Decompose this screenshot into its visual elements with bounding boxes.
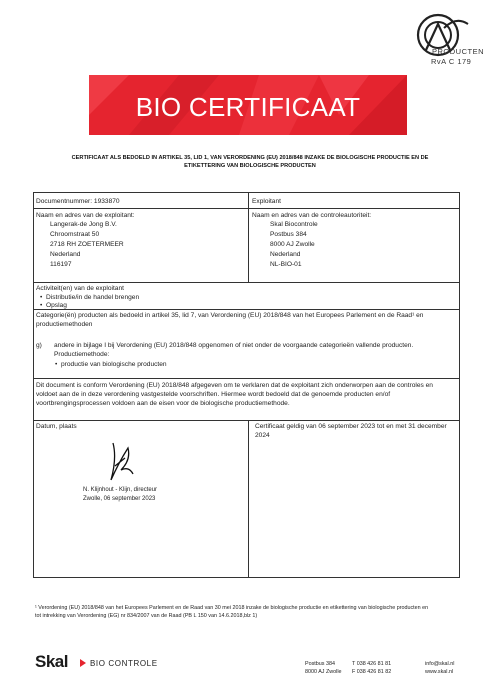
footer-website[interactable]: www.skal.nl <box>425 669 454 675</box>
authority-pobox: Postbus 384 <box>270 231 307 238</box>
certificate-subtitle: CERTIFICAAT ALS BEDOELD IN ARTIKEL 35, LID 1, VAN VERORDENING (EU) 2018/848 INZAKE DE BIOLOGISCHE PRODUCTIE EN DE ETIKETTERING VAN BIOLOGISCHE PRODUCTEN <box>71 155 429 169</box>
rva-logo-line2: RvA C 179 <box>431 57 472 66</box>
certificate-title: BIO CERTIFICAAT <box>135 92 361 122</box>
operator-country: Nederland <box>50 251 81 258</box>
signatory-name: N. Klijnhout - Klijn, directeur <box>83 487 158 493</box>
table-row-divider <box>33 420 460 421</box>
operator-city: 2718 RH ZOETERMEER <box>50 241 124 248</box>
rva-logo-line1: PRODUCTEN <box>432 47 485 56</box>
footer-phone: T 038 426 81 81 <box>352 661 392 667</box>
footnote: ¹ Verordening (EU) 2018/848 van het Europees Parlement en de Raad van 30 mei 2018 inzake de biologische productie en etikettering van biologische producten en tot intrekking van Verordening (EG) nr 834/2007 van de Raad (PB L 150 van 14.6.2018,blz 1) <box>35 605 429 619</box>
footer-email[interactable]: info@skal.nl <box>425 661 455 667</box>
validity-period: Certificaat geldig van 06 september 2023 tot en met 31 december 2024 <box>255 423 447 439</box>
footer-address-line1: Postbus 384 <box>305 661 335 667</box>
operator-street: Chroomstraat 50 <box>50 231 100 238</box>
activity-item: Opslag <box>46 302 67 309</box>
table-right-border <box>459 192 460 578</box>
operator-number: 116197 <box>50 261 72 268</box>
document-number: Documentnummer: 1933870 <box>36 198 120 205</box>
table-row-divider <box>33 378 460 379</box>
table-bottom-border <box>33 577 460 578</box>
skal-arrow-icon <box>80 659 86 667</box>
skal-logo: Skal <box>35 652 68 671</box>
table-column-divider-bottom <box>248 420 249 578</box>
production-method: productie van biologische producten <box>61 361 167 368</box>
authority-code: NL-BIO-01 <box>270 261 302 268</box>
footer-address-line2: 8000 AJ Zwolle <box>305 669 342 675</box>
table-column-divider-top <box>248 192 249 282</box>
authority-city: 8000 AJ Zwolle <box>270 241 315 248</box>
table-row-divider <box>33 309 460 310</box>
table-row-divider <box>33 282 460 283</box>
skal-division: BIO CONTROLE <box>90 659 158 668</box>
activity-item: Distributie/in de handel brengen <box>46 294 140 301</box>
table-top-border <box>33 192 460 193</box>
bullet-icon: • <box>55 361 58 368</box>
authority-label: Naam en adres van de controleautoriteit: <box>252 212 372 219</box>
exploitant-heading: Exploitant <box>252 198 281 205</box>
table-left-border <box>33 192 34 578</box>
activities-label: Activiteit(en) van de exploitant <box>36 285 124 292</box>
signatory-place-date: Zwolle, 06 september 2023 <box>83 496 156 502</box>
conformity-statement: Dit document is conform Verordening (EU) 2018/848 afgegeven om te verklaren dat de exploitant zich onderworpen aan de controles en voldoet aan de in deze verordening vastgestelde voorschriften. Hiermee wordt bedoeld dat de genoemde producten en/of voortbrengingsprocessen voldoen aan de eisen voor de biologische productiemethode. <box>36 382 433 407</box>
category-text: andere in bijlage I bij Verordening (EU) 2018/848 opgenomen of niet onder de voorgaande categorieën vallende producten. Productiemethode: <box>54 342 414 358</box>
table-row-divider <box>33 208 460 209</box>
footer-fax: F 038 426 81 82 <box>352 669 392 675</box>
bullet-icon: • <box>40 294 43 301</box>
signature <box>103 440 139 484</box>
categories-label: Categorie(ën) producten als bedoeld in artikel 35, lid 7, van Verordening (EU) 2018/848 van het Europees Parlement en de Raad¹ en productiemethoden <box>36 312 424 328</box>
category-marker: g) <box>36 342 42 349</box>
date-place-label: Datum, plaats <box>36 423 77 430</box>
operator-label: Naam en adres van de exploitant: <box>36 212 135 219</box>
authority-country: Nederland <box>270 251 301 258</box>
bullet-icon: • <box>40 302 43 309</box>
operator-name: Langerak-de Jong B.V. <box>50 221 117 228</box>
authority-name: Skal Biocontrole <box>270 221 318 228</box>
title-banner <box>89 75 407 135</box>
